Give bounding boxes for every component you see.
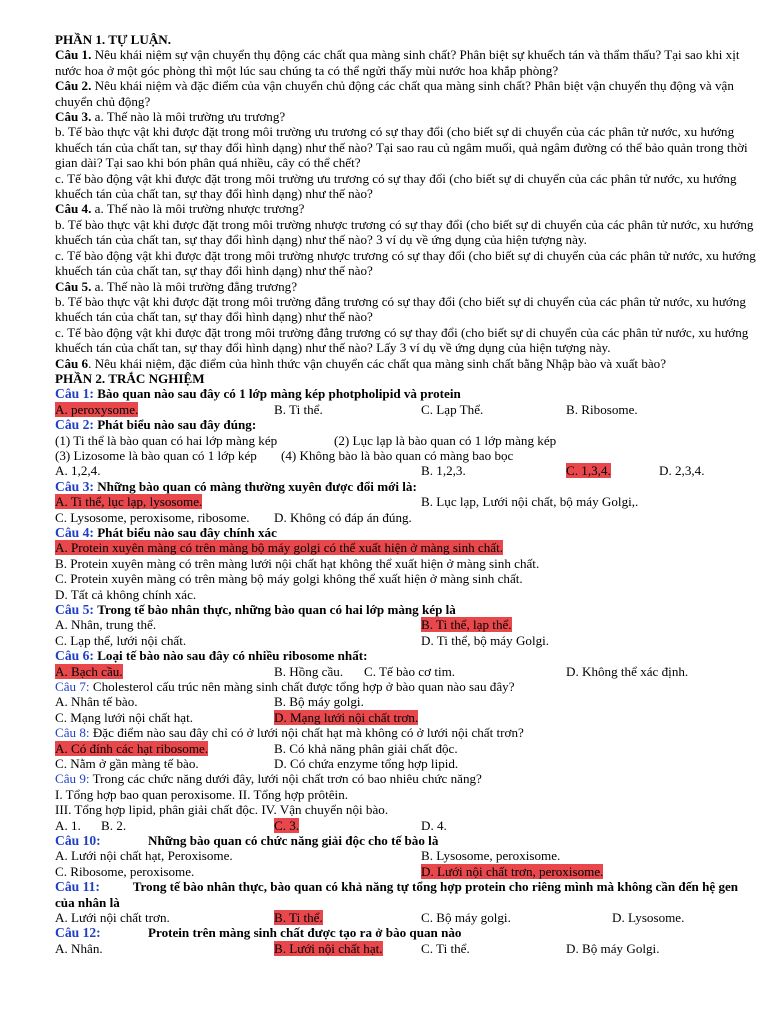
c2-question [55, 417, 760, 432]
c2-number: Câu 2: [55, 417, 94, 433]
c4-option-d: D. Tất cả không chính xác. [55, 586, 197, 602]
c7-option-b: B. Bộ máy golgi. [274, 694, 364, 710]
c12-options [55, 941, 760, 956]
c6-option-c: C. Tế bào cơ tim. [364, 663, 456, 679]
c1-option-b: B. Ti thể. [274, 401, 323, 417]
c6-option-b: B. Hồng cầu. [274, 663, 344, 679]
c2-statements-1 [55, 433, 760, 448]
c11-number: Câu 11: [55, 879, 100, 895]
c1-question [55, 386, 760, 401]
q4-number: Câu 4. [55, 201, 92, 217]
c9-option-d: D. 4. [421, 817, 447, 833]
c11-question [55, 879, 760, 910]
c7-question [55, 679, 760, 694]
c8-options-2 [55, 756, 760, 771]
c2-option-d: D. 2,3,4. [659, 463, 705, 479]
part2-heading: PHẦN 2. TRẮC NGHIỆM [55, 370, 205, 386]
c3-option-d: D. Không có đáp án đúng. [274, 509, 412, 525]
c12-question [55, 925, 760, 940]
c8-number: Câu 8: [55, 725, 90, 741]
q4-a-text: a. Thế nào là môi trường nhược trương? [94, 201, 305, 217]
c12-option-c: C. Ti thể. [421, 940, 470, 956]
c4-number: Câu 4: [55, 524, 94, 540]
q5-a-text: a. Thế nào là môi trường đẳng trương? [94, 278, 298, 294]
q5-number: Câu 5. [55, 278, 92, 294]
c8-option-d: D. Có chứa enzyme tổng hợp lipid. [274, 755, 459, 771]
c9-option-b: B. 2. [101, 817, 127, 833]
c2-statement-4: (4) Không bào là bào quan có màng bao bọc [281, 447, 514, 463]
q2-paragraph [55, 78, 760, 109]
c12-number: Câu 12: [55, 925, 101, 941]
c8-text: Đặc điểm nào sau đây chỉ có ở lưới nội chất hạt mà không có ở lưới nội chất trơn? [92, 725, 524, 741]
c8-option-a: A. Có đính các hạt ribosome. [55, 740, 209, 756]
q2-number: Câu 2. [55, 78, 92, 94]
c7-options-1 [55, 694, 760, 709]
c3-text: Những bào quan có màng thường xuyên được đổi mới là: [97, 478, 417, 494]
c11-option-d: D. Lysosome. [612, 909, 685, 925]
c1-option-d: B. Ribosome. [566, 401, 638, 417]
c10-number: Câu 10: [55, 832, 101, 848]
c3-option-c: C. Lysosome, peroxisome, ribosome. [55, 509, 250, 525]
q3-part-a [55, 109, 760, 124]
c9-option-c: C. 3. [274, 817, 300, 833]
c2-options [55, 463, 760, 478]
q1-number: Câu 1. [55, 47, 92, 63]
c4-option-a-line [55, 540, 760, 555]
c9-number: Câu 9: [55, 771, 90, 787]
c8-option-c: C. Nằm ở gần màng tế bào. [55, 755, 199, 771]
c3-number: Câu 3: [55, 478, 94, 494]
c2-option-a: A. 1,2,4. [55, 463, 101, 479]
q3-part-c: c. Tế bào động vật khi được đặt trong môi trường ưu trương có sự thay đổi (cho biết sự di chuyển của các phân tử nước, xu hướng khuếch tán của chất tan, sự thay đổi hình dạng) như thế nào? [55, 170, 737, 202]
c12-option-d: D. Bộ máy Golgi. [566, 940, 660, 956]
c12-text: Protein trên màng sinh chất được tạo ra ở bào quan nào [148, 925, 462, 941]
c7-option-d: D. Mạng lưới nội chất trơn. [274, 709, 419, 725]
c1-option-a: A. peroxysome. [55, 401, 139, 417]
q1-text: Nêu khái niệm sự vận chuyển thụ động các chất qua màng sinh chất? Phân biệt sự khuếch tán và thẩm thấu? Tại sao khi xịt nước hoa ở một góc phòng thì một lúc sau chúng ta có thể ngửi thấy mùi nước hoa khắp phòng? [55, 47, 740, 78]
c2-statements-2 [55, 448, 760, 463]
c9-option-a: A. 1. [55, 817, 81, 833]
c10-option-c: C. Ribosome, peroxisome. [55, 863, 195, 879]
c5-option-d: D. Ti thể, bộ máy Golgi. [421, 632, 550, 648]
document-page [55, 32, 760, 956]
c10-options-2 [55, 864, 760, 879]
c9-question [55, 771, 760, 786]
c5-options-1 [55, 617, 760, 632]
c6-text: Loại tế bào nào sau đây có nhiều ribosome nhất: [97, 648, 368, 664]
c2-text: Phát biểu nào sau đây đúng: [97, 417, 257, 433]
q5-part-c: c. Tế bào động vật khi được đặt trong môi trường đẳng trương có sự thay đổi (cho biết sự di chuyển của các phân tử nước, xu hướng khuếch tán của chất tan, sự thay đổi hình dạng) như thế nào? Lấy 3 ví dụ về ứng dụng của hiện tượng này. [55, 324, 749, 356]
c10-option-b: B. Lysosome, peroxisome. [421, 848, 561, 864]
c2-statement-3: (3) Lizosome là bào quan có 1 lớp kép [55, 447, 257, 463]
c8-question [55, 725, 760, 740]
c2-statement-2: (2) Lục lạp là bào quan có 1 lớp màng kép [334, 432, 557, 448]
c7-option-a: A. Nhân tế bào. [55, 694, 138, 710]
c5-option-a: A. Nhân, trung thể. [55, 617, 157, 633]
q3-a-text: a. Thế nào là môi trường ưu trương? [94, 109, 286, 125]
c3-option-b: B. Lục lạp, Lưới nội chất, bộ máy Golgi,. [421, 494, 639, 510]
q3-number: Câu 3. [55, 109, 92, 125]
c10-option-d: D. Lưới nội chất trơn, peroxisome. [421, 863, 604, 879]
c11-option-c: C. Bộ máy golgi. [421, 909, 511, 925]
c12-option-a: A. Nhân. [55, 940, 103, 956]
c6-option-a: A. Bạch cầu. [55, 663, 123, 679]
c5-option-c: C. Lạp thể, lưới nội chất. [55, 632, 187, 648]
q4-part-c: c. Tế bào động vật khi được đặt trong môi trường nhược trương có sự thay đổi (cho biết sự di chuyển của các phân tử nước, xu hướng khuếch tán của chất tan, sự thay đổi hình dạng) như thế nào? [55, 247, 756, 279]
c9-statement-2: III. Tổng hợp lipid, phân giải chất độc. IV. Vận chuyển nội bào. [55, 802, 389, 818]
q4-part-b: b. Tế bào thực vật khi được đặt trong môi trường nhược trương có sự thay đổi (cho biết sự di chuyển của các phân tử nước, xu hướng khuếch tán của chất tan, sự thay đổi hình dạng) như thế nào? 3 ví dụ về ứng dụng của hiện tượng này. [55, 216, 754, 248]
c10-options-1 [55, 848, 760, 863]
c10-option-a: A. Lưới nội chất hạt, Peroxisome. [55, 848, 233, 864]
c9-options [55, 818, 760, 833]
c8-option-b: B. Có khả năng phân giải chất độc. [274, 740, 458, 756]
c2-statement-1: (1) Ti thể là bào quan có hai lớp màng kép [55, 432, 278, 448]
c7-text: Cholesterol cấu trúc nên màng sinh chất được tổng hợp ở bào quan nào sau đây? [92, 678, 515, 694]
c7-options-2 [55, 710, 760, 725]
c6-option-d: D. Không thể xác định. [566, 663, 689, 679]
q3-part-b: b. Tế bào thực vật khi được đặt trong môi trường ưu trương có sự thay đổi (cho biết sự di chuyển của các phân tử nước, xu hướng khuếch tán của chất tan, sự thay đổi hình dạng) như thế nào? Tại sao rau củ ngâm muối, quả ngâm đường có thể bảo quản trong thời gian dài? Tại sao khi bón phân quá nhiều, cây có thể chết? [55, 124, 748, 171]
c5-question [55, 602, 760, 617]
c11-options [55, 910, 760, 925]
c6-question [55, 648, 760, 663]
c5-options-2 [55, 633, 760, 648]
c9-statement-1: I. Tổng hợp bao quan peroxisome. II. Tổng hợp prôtêin. [55, 786, 349, 802]
c6-options [55, 664, 760, 679]
c5-text: Trong tế bào nhân thực, những bào quan có hai lớp màng kép là [97, 601, 456, 617]
q5-part-a [55, 279, 760, 294]
c11-option-b: B. Ti thể. [274, 909, 323, 925]
c2-option-b: B. 1,2,3. [421, 463, 466, 479]
q6-text: . Nêu khái niệm, đặc điểm của hình thức vận chuyển các chất qua màng sinh chất bằng Nhập bào và xuất bào? [88, 355, 667, 371]
c4-option-a: A. Protein xuyên màng có trên màng bộ máy golgi có thể xuất hiện ở màng sinh chất. [55, 540, 504, 556]
q2-text: Nêu khái niệm và đặc điểm của vận chuyển chủ động các chất qua màng sinh chất? Phân biệt vận chuyển thụ động và vận chuyển chủ động? [55, 78, 734, 109]
c2-option-c: C. 1,3,4. [566, 463, 611, 479]
q6-paragraph [55, 356, 760, 371]
c8-options-1 [55, 741, 760, 756]
c5-option-b: B. Ti thể, lạp thể. [421, 617, 512, 633]
q4-part-a [55, 201, 760, 216]
c12-option-b: B. Lưới nội chất hạt. [274, 940, 383, 956]
c3-question [55, 479, 760, 494]
c7-option-c: C. Mạng lưới nội chất hạt. [55, 709, 194, 725]
c1-text: Bào quan nào sau đây có 1 lớp màng kép photpholipid và protein [97, 386, 461, 402]
c7-number: Câu 7: [55, 678, 90, 694]
c1-option-c: C. Lạp Thể. [421, 401, 484, 417]
c11-text: Trong tế bào nhân thực, bào quan có khả năng tự tổng hợp protein cho riêng mình mà không cần đến hệ gen của nhân là [55, 879, 739, 910]
c11-option-a: A. Lưới nội chất trơn. [55, 909, 170, 925]
c10-text: Những bào quan có chức năng giải độc cho tế bào là [148, 832, 439, 848]
q1-paragraph [55, 47, 760, 78]
q5-part-b: b. Tế bào thực vật khi được đặt trong môi trường đẳng trương có sự thay đổi (cho biết sự di chuyển của các phân tử nước, xu hướng khuếch tán của chất tan, sự thay đổi hình dạng) như thế nào? [55, 293, 746, 325]
c4-question [55, 525, 760, 540]
c1-number: Câu 1: [55, 386, 94, 402]
c6-number: Câu 6: [55, 648, 94, 664]
c4-text: Phát biểu nào sau đây chính xác [97, 524, 277, 540]
q6-number: Câu 6 [55, 355, 89, 371]
c3-options-2 [55, 510, 760, 525]
c4-option-b: B. Protein xuyên màng có trên màng lưới nội chất hạt không thể xuất hiện ở màng sinh chất. [55, 555, 540, 571]
c3-option-a: A. Ti thể, lục lạp, lysosome. [55, 494, 203, 510]
c4-option-c: C. Protein xuyên màng có trên màng bộ máy golgi không thể xuất hiện ở màng sinh chất. [55, 571, 523, 587]
c1-options [55, 402, 760, 417]
c5-number: Câu 5: [55, 601, 94, 617]
part1-heading: PHẦN 1. TỰ LUẬN. [55, 32, 172, 47]
c9-text: Trong các chức năng dưới đây, lưới nội chất trơn có bao nhiêu chức năng? [92, 771, 482, 787]
c10-question [55, 833, 760, 848]
c3-options-1 [55, 494, 760, 509]
